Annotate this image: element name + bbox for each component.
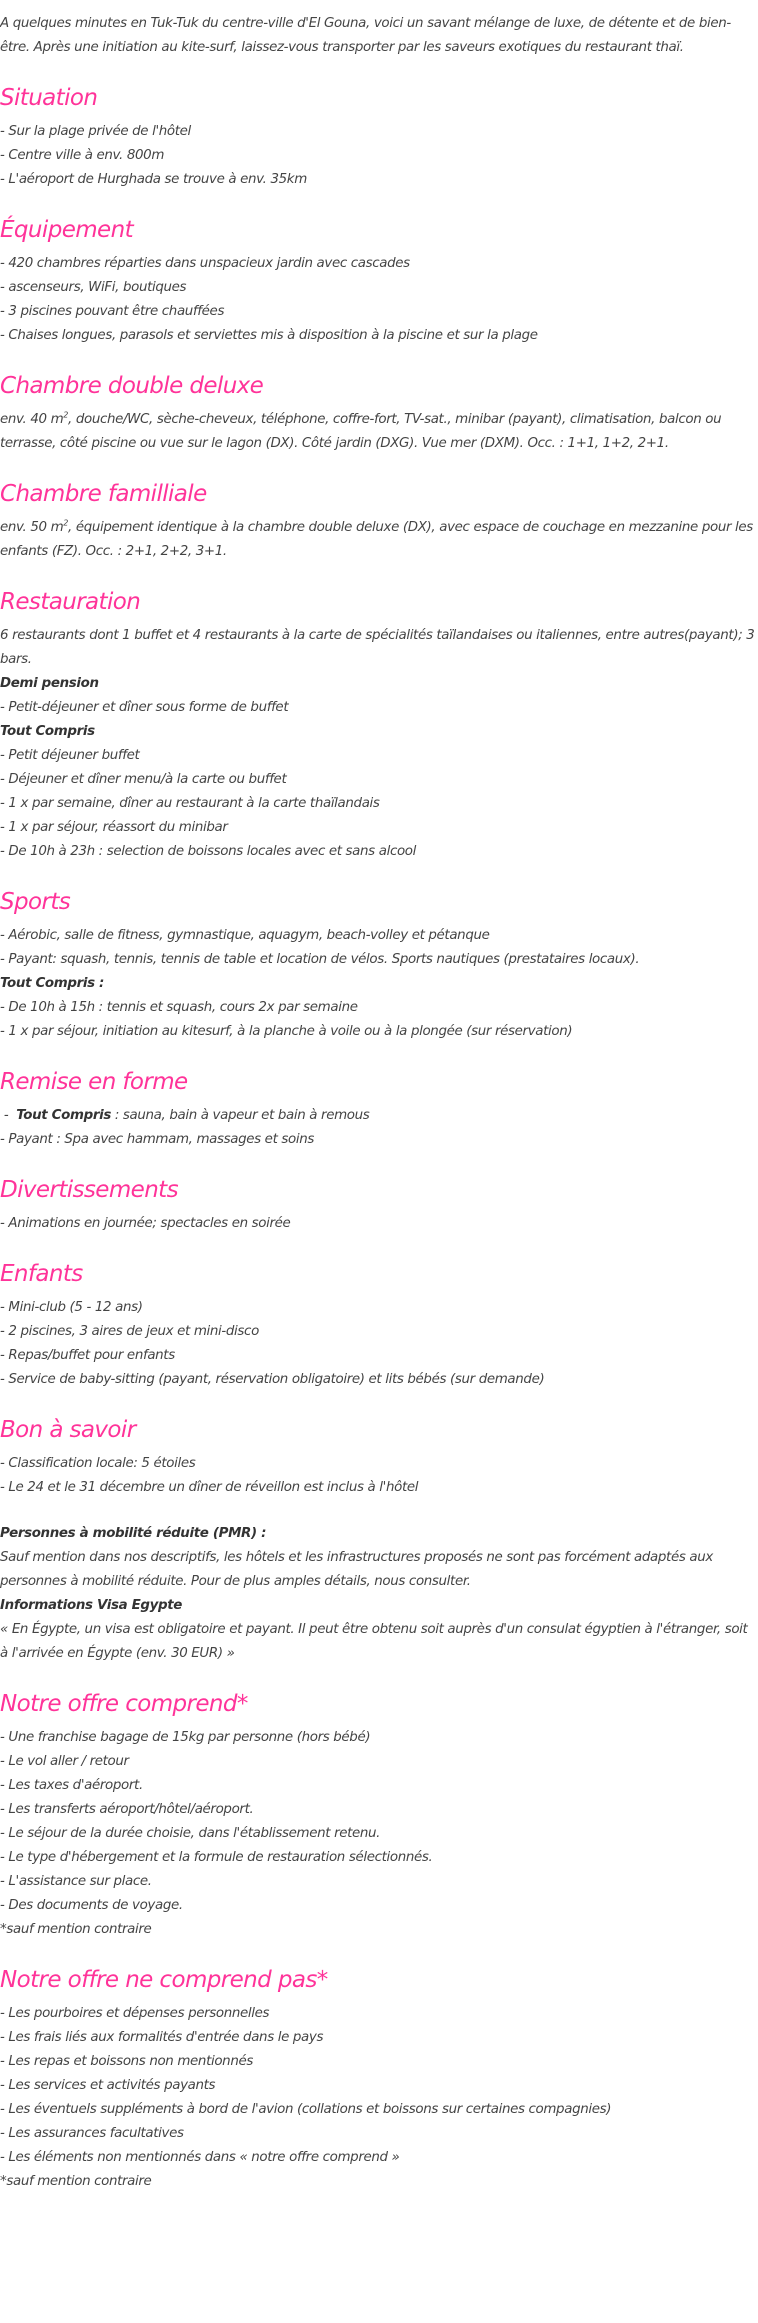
list-item: - 3 piscines pouvant être chauffées [0, 304, 225, 319]
section-title-offre-comprend: Notre offre comprend* [0, 1691, 248, 1717]
list-item: - Des documents de voyage. [0, 1898, 183, 1913]
section-title-chambre-familiale: Chambre familliale [0, 481, 207, 507]
list-item: - Les éventuels suppléments à bord de l'avion (collations et boissons sur certaines compagnies) [0, 2102, 612, 2117]
list-item: - Petit déjeuner buffet [0, 748, 140, 763]
situation-list [0, 120, 758, 192]
pmr-text: Sauf mention dans nos descriptifs, les hôtels et les infrastructures proposés ne sont pas forcément adaptés aux personnes à mobilité réduite. Pour de plus amples détails, nous consulter. [0, 1550, 713, 1589]
section-title-divertissements: Divertissements [0, 1177, 178, 1203]
section-title-remise-en-forme: Remise en forme [0, 1069, 188, 1095]
list-item: - Repas/buffet pour enfants [0, 1348, 175, 1363]
footnote: *sauf mention contraire [0, 2174, 152, 2189]
list-item: - De 10h à 15h : tennis et squash, cours 2x par semaine [0, 1000, 358, 1015]
list-item: - 1 x par séjour, réassort du minibar [0, 820, 228, 835]
list-item: - Les repas et boissons non mentionnés [0, 2054, 253, 2069]
demi-pension-label: Demi pension [0, 676, 99, 691]
list-item: - Les éléments non mentionnés dans « notre offre comprend » [0, 2150, 400, 2165]
list-item: - Classification locale: 5 étoiles [0, 1456, 196, 1471]
tout-compris-label: Tout Compris [0, 724, 95, 739]
list-item: - Une franchise bagage de 15kg par personne (hors bébé) [0, 1730, 371, 1745]
list-item: - Tout Compris : sauna, bain à vapeur et bain à remous [0, 1108, 370, 1123]
chambre-familiale-text: env. 50 $m^2$, équipement identique à la chambre double deluxe (DX), avec espace de couchage en mezzanine pour les enfants (FZ). Occ. : 2+1, 2+2, 3+1. [0, 518, 753, 559]
sports-tout-compris-label: Tout Compris : [0, 976, 105, 991]
list-item: - Petit-déjeuner et dîner sous forme de buffet [0, 700, 289, 715]
section-title-offre-ne-comprend-pas: Notre offre ne comprend pas* [0, 1967, 328, 1993]
section-title-situation: Situation [0, 85, 98, 111]
chambre-double-text: env. 40 $m^2$, douche/WC, sèche-cheveux, téléphone, coffre-fort, TV-sat., minibar (payant), climatisation, balcon ou terrasse, côté piscine ou vue sur le lagon (DX). Côté jardin (DXG). Vue mer (DXM). Occ. : 1+1, 1+2, 2+1. [0, 410, 722, 451]
pmr-label: Personnes à mobilité réduite (PMR) : [0, 1526, 267, 1541]
list-item: - Service de baby-sitting (payant, réservation obligatoire) et lits bébés (sur demande) [0, 1372, 545, 1387]
equipement-list [0, 252, 758, 348]
list-item: - 1 x par séjour, initiation au kitesurf, à la planche à voile ou à la plongée (sur réservation) [0, 1024, 573, 1039]
list-item: - Les taxes d'aéroport. [0, 1778, 143, 1793]
list-item: - Aérobic, salle de fitness, gymnastique, aquagym, beach-volley et pétanque [0, 928, 490, 943]
footnote: *sauf mention contraire [0, 1922, 152, 1937]
list-item: - De 10h à 23h : selection de boissons locales avec et sans alcool [0, 844, 417, 859]
list-item: - Centre ville à env. 800m [0, 148, 165, 163]
list-item: - L'aéroport de Hurghada se trouve à env. 35km [0, 172, 307, 187]
list-item: - Sur la plage privée de l'hôtel [0, 124, 191, 139]
section-title-equipement: Équipement [0, 217, 133, 243]
list-item: - Les frais liés aux formalités d'entrée dans le pays [0, 2030, 324, 2045]
list-item: - Le type d'hébergement et la formule de restauration sélectionnés. [0, 1850, 433, 1865]
section-title-enfants: Enfants [0, 1261, 83, 1287]
list-item: - Le 24 et le 31 décembre un dîner de réveillon est inclus à l'hôtel [0, 1480, 419, 1495]
list-item: - Déjeuner et dîner menu/à la carte ou buffet [0, 772, 287, 787]
list-item: - 420 chambres réparties dans unspacieux jardin avec cascades [0, 256, 410, 271]
list-item: - Le séjour de la durée choisie, dans l'établissement retenu. [0, 1826, 381, 1841]
list-item: - Payant : Spa avec hammam, massages et soins [0, 1132, 314, 1147]
section-title-bon-a-savoir: Bon à savoir [0, 1417, 136, 1443]
list-item: - L'assistance sur place. [0, 1874, 152, 1889]
visa-label: Informations Visa Egypte [0, 1598, 183, 1613]
list-item: - Payant: squash, tennis, tennis de table et location de vélos. Sports nautiques (prestataires locaux). [0, 952, 640, 967]
list-item: - Chaises longues, parasols et serviettes mis à disposition à la piscine et sur la plage [0, 328, 538, 343]
list-item: - 2 piscines, 3 aires de jeux et mini-disco [0, 1324, 259, 1339]
list-item: - Les pourboires et dépenses personnelles [0, 2006, 270, 2021]
list-item: - Les transferts aéroport/hôtel/aéroport. [0, 1802, 254, 1817]
section-title-chambre-double: Chambre double deluxe [0, 373, 264, 399]
intro-text: A quelques minutes en Tuk-Tuk du centre-ville d'El Gouna, voici un savant mélange de luxe, de détente et de bien-être. Après une initiation au kite-surf, laissez-vous transporter par les saveurs exotiques du restaurant thaï. [0, 16, 731, 55]
list-item: - Le vol aller / retour [0, 1754, 129, 1769]
restauration-intro: 6 restaurants dont 1 buffet et 4 restaurants à la carte de spécialités taïlandaises ou italiennes, entre autres(payant); 3 bars. [0, 628, 755, 667]
section-title-sports: Sports [0, 889, 71, 915]
list-item: - ascenseurs, WiFi, boutiques [0, 280, 187, 295]
section-title-restauration: Restauration [0, 589, 141, 615]
list-item: - Les assurances facultatives [0, 2126, 184, 2141]
list-item: - Animations en journée; spectacles en soirée [0, 1216, 291, 1231]
list-item: - Mini-club (5 - 12 ans) [0, 1300, 143, 1315]
list-item: - 1 x par semaine, dîner au restaurant à la carte thaïlandais [0, 796, 380, 811]
list-item: - Les services et activités payants [0, 2078, 216, 2093]
visa-text: « En Égypte, un visa est obligatoire et payant. Il peut être obtenu soit auprès d'un consulat égyptien à l'étranger, soit à l'arrivée en Égypte (env. 30 EUR) » [0, 1622, 748, 1661]
